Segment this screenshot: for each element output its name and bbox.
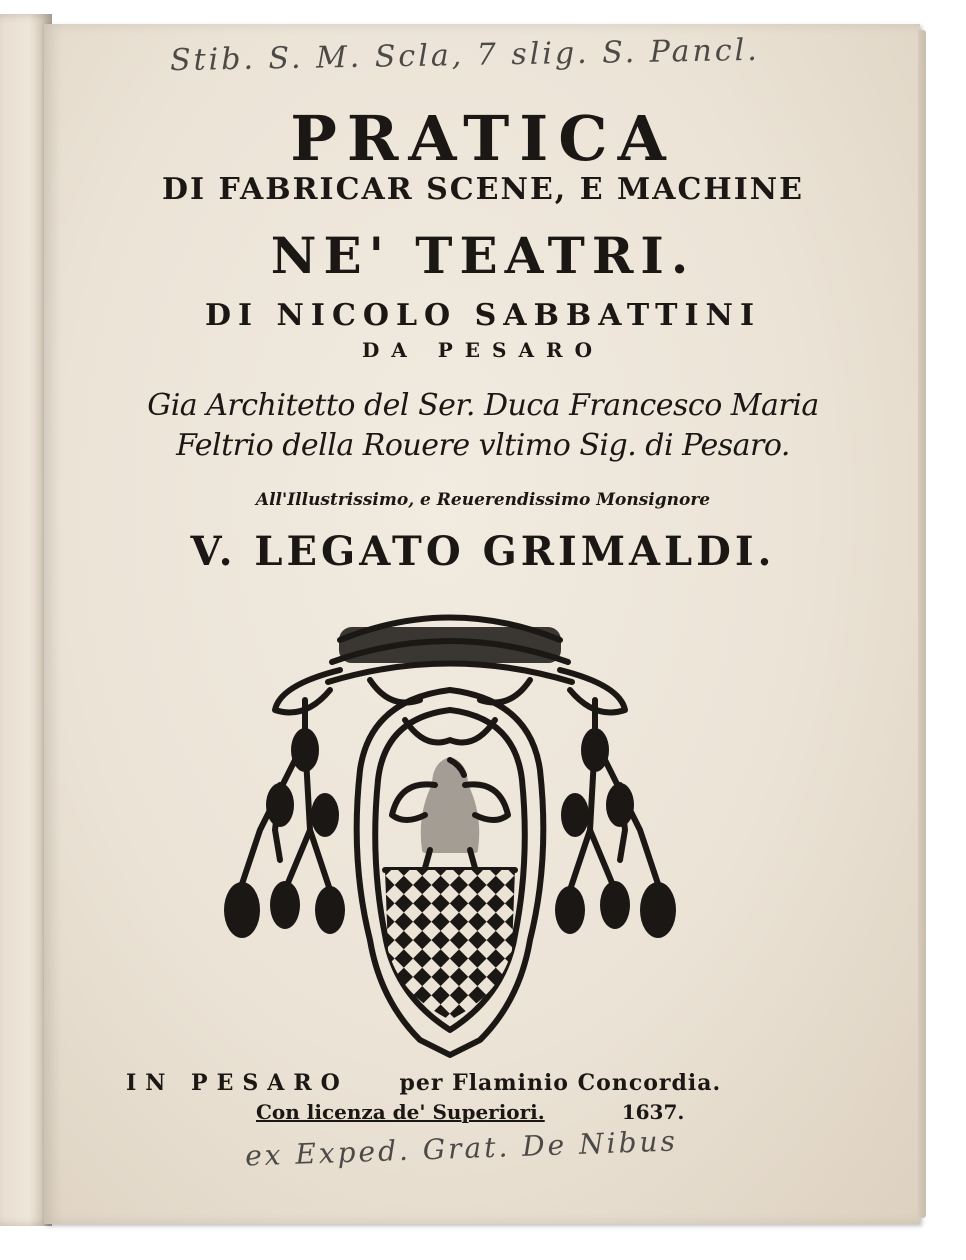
subtitle-line-2: NE' TEATRI. [270, 226, 696, 285]
imprint-year: 1637. [621, 1100, 685, 1124]
description-line-1: Gia Architetto del Ser. Duca Francesco Maria [147, 388, 819, 423]
imprint-line-1 [126, 1070, 726, 1096]
dedication-line: All'Illustrissimo, e Reuerendissimo Monsignore [255, 490, 711, 510]
author-line: DI NICOLO SABBATTINI [205, 298, 761, 333]
imprint-license: Con licenza de' Superiori. [256, 1100, 545, 1124]
coat-of-arms-woodcut [220, 600, 680, 1060]
subtitle-line-1: DI FABRICAR SCENE, E MACHINE [161, 172, 805, 207]
page-fore-edge [918, 30, 926, 1218]
book-title: PRATICA [290, 102, 676, 175]
handwritten-inscription-bottom: ex Exped. Grat. De Nibus [244, 1124, 679, 1173]
handwritten-inscription-top: Stib. S. M. Scla, 7 slig. S. Pancl. [169, 32, 761, 79]
description-line-2: Feltrio della Rouere vltimo Sig. di Pesaro. [176, 428, 790, 463]
author-origin: DA PESARO [361, 338, 605, 362]
dedicatee-line: V. LEGATO GRIMALDI. [190, 528, 776, 575]
imprint-place: IN PESARO [126, 1070, 349, 1096]
imprint-printer: per Flaminio Concordia. [399, 1070, 722, 1096]
imprint-line-2 [256, 1100, 706, 1124]
